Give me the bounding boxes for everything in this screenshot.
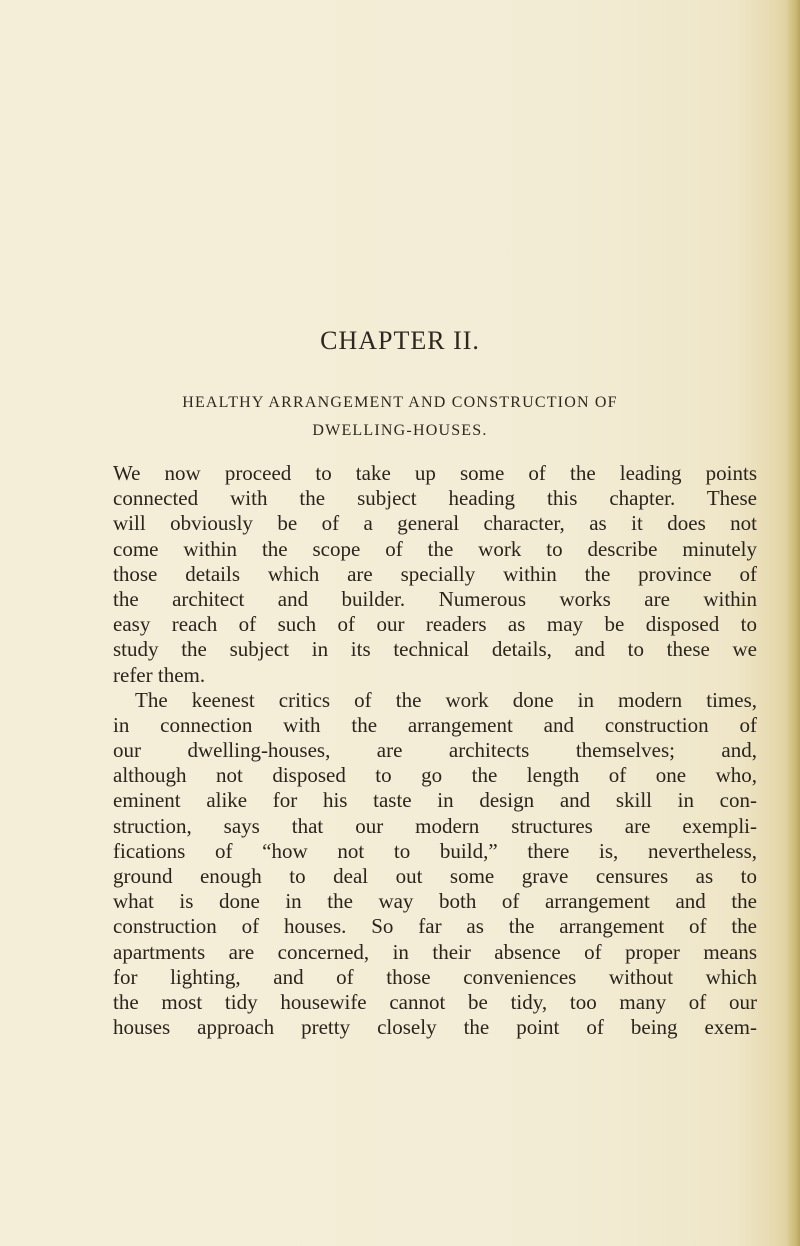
- paragraph-2-line: fications of “how not to build,” there is, nevertheless,: [113, 838, 757, 863]
- paragraph-1-line: refer them.: [113, 662, 206, 687]
- chapter-heading-line-2: DWELLING-HOUSES.: [312, 422, 488, 439]
- paragraph-2-line: although not disposed to go the length of one who,: [113, 763, 757, 788]
- paragraph-2-line: ground enough to deal out some grave censures as to: [113, 864, 757, 888]
- paragraph-1-line: those details which are specially within the province of: [113, 561, 757, 586]
- paragraph-2-line: The keenest critics of the work done in modern times,: [135, 687, 757, 712]
- paragraph-1-line: study the subject in its technical details, and to these we: [113, 637, 757, 662]
- paragraph-1-line: easy reach of such of our readers as may be disposed to: [113, 612, 757, 637]
- paragraph-2-line: houses approach pretty closely the point of being exem-: [113, 1015, 757, 1040]
- paragraph-1-line: will obviously be of a general character, as it does not: [113, 511, 757, 536]
- paragraph-2-line: apartments are concerned, in their absence of proper means: [113, 939, 757, 964]
- paragraph-2-line: our dwelling-houses, are architects themselves; and,: [113, 738, 757, 763]
- paragraph-1-line: We now proceed to take up some of the leading points: [113, 461, 757, 485]
- chapter-title: CHAPTER II.: [320, 326, 480, 355]
- paragraph-1-line: connected with the subject heading this chapter. These: [113, 486, 757, 511]
- paragraph-1-line: the architect and builder. Numerous works are within: [113, 586, 757, 611]
- paragraph-2-line: what is done in the way both of arrangement and the: [113, 889, 757, 914]
- body-text: [113, 461, 757, 1040]
- paragraph-2-line: the most tidy housewife cannot be tidy, too many of our: [113, 989, 757, 1014]
- page-edge-shadow: [786, 0, 800, 1246]
- paragraph-2-line: construction of houses. So far as the arrangement of the: [113, 914, 757, 939]
- paragraph-2-line: for lighting, and of those conveniences without which: [113, 964, 757, 989]
- paragraph-2-line: in connection with the arrangement and construction of: [113, 712, 757, 737]
- paragraph-2-line: eminent alike for his taste in design and skill in con-: [113, 788, 757, 813]
- chapter-heading-line-1: HEALTHY ARRANGEMENT AND CONSTRUCTION OF: [182, 394, 618, 411]
- paragraph-1-line: come within the scope of the work to describe minutely: [113, 536, 757, 561]
- paragraph-2-line: struction, says that our modern structures are exempli-: [113, 813, 757, 838]
